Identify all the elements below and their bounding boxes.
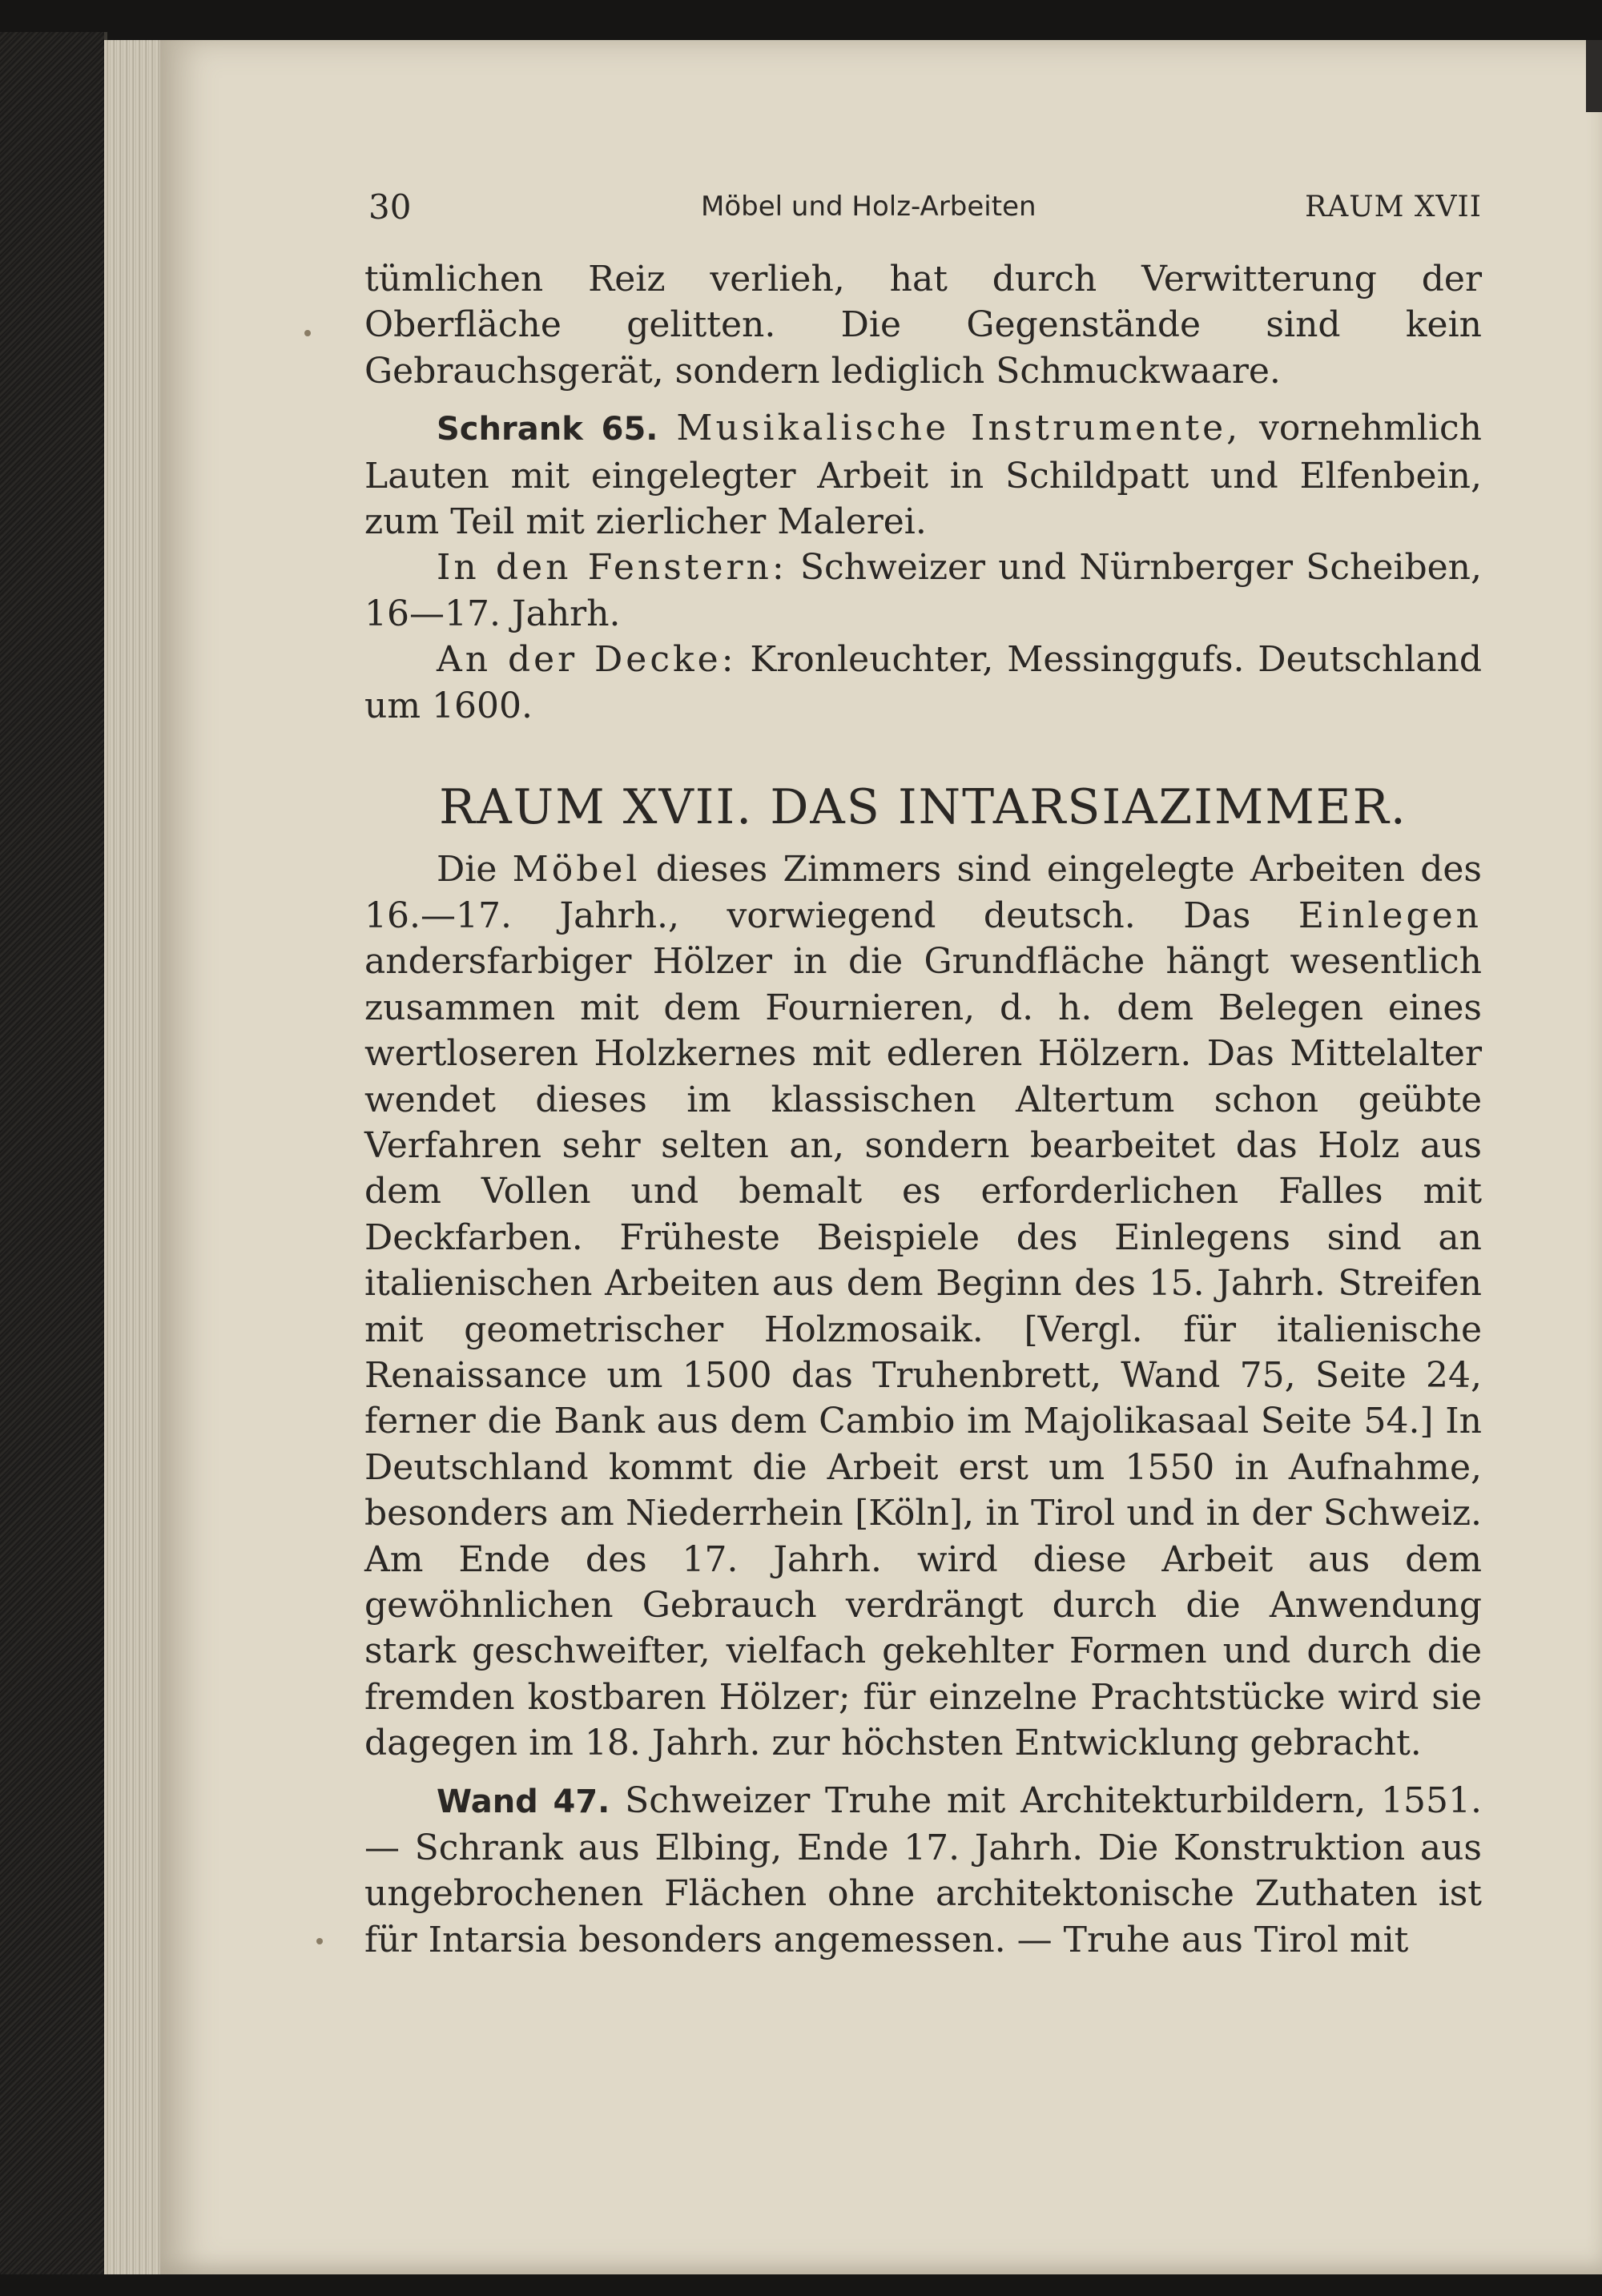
paper-speck xyxy=(304,330,311,336)
main-spaced-moebel: Möbel xyxy=(512,849,641,891)
fenster-lead: In den Fenstern: xyxy=(437,547,787,589)
text-body xyxy=(364,256,1482,1963)
main-text-2: dieses Zimmers sind eingelegte Arbeiten des 16.—17. Jahrh., vorwiegend deutsch. Das xyxy=(364,849,1483,936)
paper-speck xyxy=(316,1938,323,1944)
main-paragraph xyxy=(364,846,1482,1766)
schrank-paragraph xyxy=(364,405,1482,545)
decke-text: Kronleuchter, Messinggufs. Deutschland um 1600. xyxy=(364,639,1482,726)
main-text-1: Die xyxy=(437,849,513,891)
running-header xyxy=(364,181,1482,229)
fenster-text: Schweizer und Nürnberger Scheiben, 16—17. Jahrh. xyxy=(364,547,1483,634)
page-corner xyxy=(1586,40,1602,112)
section-heading: RAUM XVII. DAS INTARSIAZIMMER. xyxy=(439,779,1407,836)
decke-paragraph xyxy=(364,637,1482,729)
page-number: 30 xyxy=(368,187,412,227)
schrank-text: vornehmlich Lauten mit eingelegter Arbeit in Schildpatt und Elfenbein, zum Teil mit zierlicher Malerei. xyxy=(364,408,1482,543)
decke-lead: An der Decke: xyxy=(437,639,737,681)
schrank-label: Schrank 65. xyxy=(437,411,658,448)
schrank-spaced: Musikalische Instrumente, xyxy=(676,408,1242,449)
intro-paragraph: tümlichen Reiz verlieh, hat durch Verwitterung der Oberfläche gelitten. Die Gegenstände sind kein Gebrauchsgerät, sondern lediglich Schmuckwaare. xyxy=(364,259,1482,392)
fenster-paragraph xyxy=(364,545,1482,637)
page-content xyxy=(364,181,1482,1963)
wand-text: Schweizer Truhe mit Architekturbildern, 1551. — Schrank aus Elbing, Ende 17. Jahrh. Die Konstruktion aus ungebrochenen Flächen ohne architektonische Zuthaten ist für Intarsia besonders angemessen. — Truhe aus Tirol mit xyxy=(364,1779,1482,1960)
running-title: Möbel und Holz-Arbeiten xyxy=(701,191,1036,223)
wand-label: Wand 47. xyxy=(437,1783,610,1820)
book-binding xyxy=(0,32,107,2274)
main-spaced-einlegen: Einlegen xyxy=(1298,895,1482,936)
wand-paragraph xyxy=(364,1778,1482,1964)
main-text-3: andersfarbiger Hölzer in die Grundfläche hängt wesentlich zusammen mit dem Fournieren, d. h. dem Belegen eines wertloseren Holzkernes mit edleren Hölzern. Das Mittelalter wendet dieses im klassischen Altertum schon geübte Verfahren sehr selten an, sondern bearbeitet das Holz aus dem Vollen und bemalt es erforderlichen Falles mit Deckfarben. Früheste Beispiele des Einlegens sind an italienischen Arbeiten aus dem Beginn des 15. Jahrh. Streifen mit geometrischer Holzmosaik. [Vergl. für italienische Renaissance um 1500 das Truhenbrett, Wand 75, Seite 24, ferner die Bank aus dem Cambio im Majolikasaal Seite 54.] In Deutschland kommt die Arbeit erst um 1550 in Aufnahme, besonders am Niederrhein [Köln], in Tirol und in der Schweiz. Am Ende des 17. Jahrh. wird diese Arbeit aus dem gewöhnlichen Gebrauch verdrängt durch die Anwendung stark geschweifter, vielfach gekehlter Formen und durch die fremden kostbaren Hölzer; für einzelne Prachtstücke wird sie dagegen im 18. Jahrh. zur höchsten Entwicklung gebracht. xyxy=(364,941,1482,1764)
room-label: RAUM XVII xyxy=(1305,191,1482,223)
